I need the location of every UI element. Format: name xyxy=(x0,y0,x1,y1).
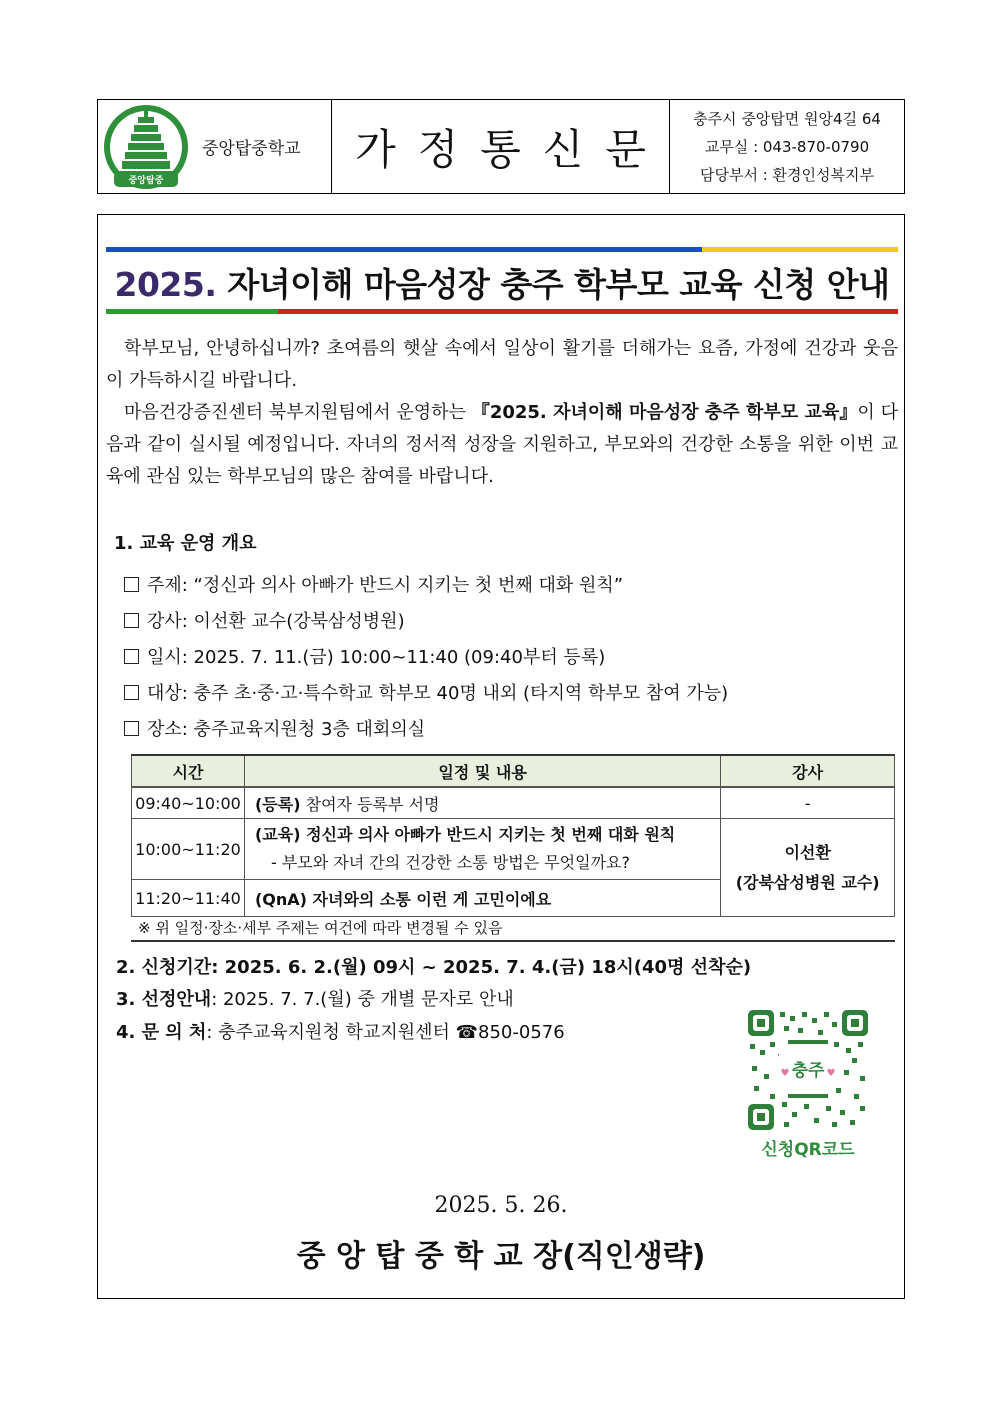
schedule-content: (QnA) 자녀와의 소통 이런 게 고민이에요 xyxy=(244,880,720,917)
notice-title xyxy=(106,259,898,306)
qr-caption: 신청QR코드 xyxy=(761,1140,855,1160)
table-row xyxy=(132,819,895,880)
school-address: 충주시 중앙탑면 원앙4길 64 xyxy=(693,109,881,128)
school-phone: 교무실 : 043-870-0790 xyxy=(704,137,870,156)
notice-title-text: 자녀이해 마음성장 충주 학부모 교육 신청 안내 xyxy=(216,265,890,304)
schedule-content: (등록) 참여자 등록부 서명 xyxy=(244,787,720,819)
logo-text: 중앙탑중 xyxy=(128,175,164,186)
heart-icon: ♥ xyxy=(826,1068,836,1079)
qr-code-icon[interactable] xyxy=(748,1010,868,1130)
notice-date: 2025. 5. 26. xyxy=(434,1193,568,1218)
schedule-header-speaker: 강사 xyxy=(721,755,895,787)
overview-item-datetime: 일시: 2025. 7. 11.(금) 10:00~11:40 (09:40부터 등록) xyxy=(124,643,605,669)
schedule-header-time: 시간 xyxy=(132,755,245,787)
title-bar-red xyxy=(278,309,898,314)
school-department: 담당부서 : 환경인성복지부 xyxy=(700,165,874,184)
intro-paragraph-1: 학부모님, 안녕하십니까? 초여름의 햇살 속에서 일상이 활기를 더해가는 요즘, 가정에 건강과 웃음이 가득하시길 바랍니다. xyxy=(106,338,898,391)
school-contact-block xyxy=(670,100,904,193)
section-4-contact: 4. 문 의 처: 충주교육지원청 학교지원센터 ☎850-0576 xyxy=(116,1022,565,1043)
schedule-header-row xyxy=(132,755,895,787)
speaker-name: 이선환 xyxy=(784,842,831,862)
schedule-note: ※ 위 일정·장소·세부 주제는 여건에 따라 변경될 수 있음 xyxy=(138,919,503,937)
section-1-title: 1. 교육 운영 개요 xyxy=(114,533,257,554)
overview-item-location: 장소: 충주교육지원청 3층 대회의실 xyxy=(124,715,425,741)
schedule-header-content: 일정 및 내용 xyxy=(244,755,720,787)
intro-text xyxy=(106,333,898,493)
letter-header xyxy=(97,99,905,194)
school-block xyxy=(98,100,332,193)
title-bar-green xyxy=(106,309,278,314)
document-title: 가정통신문 xyxy=(355,124,668,174)
schedule-speaker: - xyxy=(721,787,895,819)
schedule-content: (교육) 정신과 의사 아빠가 반드시 지키는 첫 번째 대화 원칙 - 부모와 자녀 간의 건강한 소통 방법은 무엇일까요? xyxy=(244,819,720,880)
title-bar-blue xyxy=(106,247,702,252)
overview-item-topic: 주제: “정신과 의사 아빠가 반드시 지키는 첫 번째 대화 원칙” xyxy=(124,571,623,597)
program-name: 『2025. 자녀이해 마음성장 충주 학부모 교육』 xyxy=(471,402,858,423)
checkbox-icon xyxy=(124,577,139,592)
heart-icon: ♥ xyxy=(780,1068,790,1079)
checkbox-icon xyxy=(124,649,139,664)
checkbox-icon xyxy=(124,685,139,700)
schedule-speaker-merged xyxy=(721,819,895,917)
table-row xyxy=(132,787,895,819)
schedule-subcontent: - 부모와 자녀 간의 건강한 소통 방법은 무엇일까요? xyxy=(270,853,630,872)
school-name: 중앙탑중학교 xyxy=(202,139,301,159)
qr-center-text: 충주 xyxy=(791,1061,825,1081)
section-2-application-period: 2. 신청기간: 2025. 6. 2.(월) 09시 ~ 2025. 7. 4.(금) 18시(40명 선착순) xyxy=(116,957,752,978)
checkbox-icon xyxy=(124,613,139,628)
document-title-block xyxy=(332,100,670,193)
overview-item-speaker: 강사: 이선환 교수(강북삼성병원) xyxy=(124,607,405,633)
school-logo-icon xyxy=(100,101,192,193)
schedule-time: 09:40~10:00 xyxy=(132,787,245,819)
schedule-bottom-rule xyxy=(131,940,895,942)
schedule-time: 11:20~11:40 xyxy=(132,880,245,917)
intro-paragraph-2: 마음건강증진센터 북부지원팀에서 운영하는 『2025. 자녀이해 마음성장 충주 학부모 교육』이 다음과 같이 실시될 예정입니다. 자녀의 정서적 성장을 지원하고, 부모와의 건강한 소통을 위한 이번 교육에 관심 있는 학부모님의 많은 참여를 바랍니다. xyxy=(106,402,898,487)
checkbox-icon xyxy=(124,721,139,736)
speaker-affiliation: (강북삼성병원 교수) xyxy=(735,872,880,892)
principal-signature: 중 앙 탑 중 학 교 장(직인생략) xyxy=(296,1239,706,1274)
notice-title-year: 2025. xyxy=(114,265,217,304)
section-3-selection-notice: 3. 선정안내: 2025. 7. 7.(월) 중 개별 문자로 안내 xyxy=(116,989,514,1010)
schedule-time: 10:00~11:20 xyxy=(132,819,245,880)
overview-item-target: 대상: 충주 초·중·고·특수학교 학부모 40명 내외 (타지역 학부모 참여 가능) xyxy=(124,679,728,705)
schedule-table xyxy=(131,754,895,917)
title-bar-yellow xyxy=(702,247,898,252)
letter-body xyxy=(97,214,905,1299)
